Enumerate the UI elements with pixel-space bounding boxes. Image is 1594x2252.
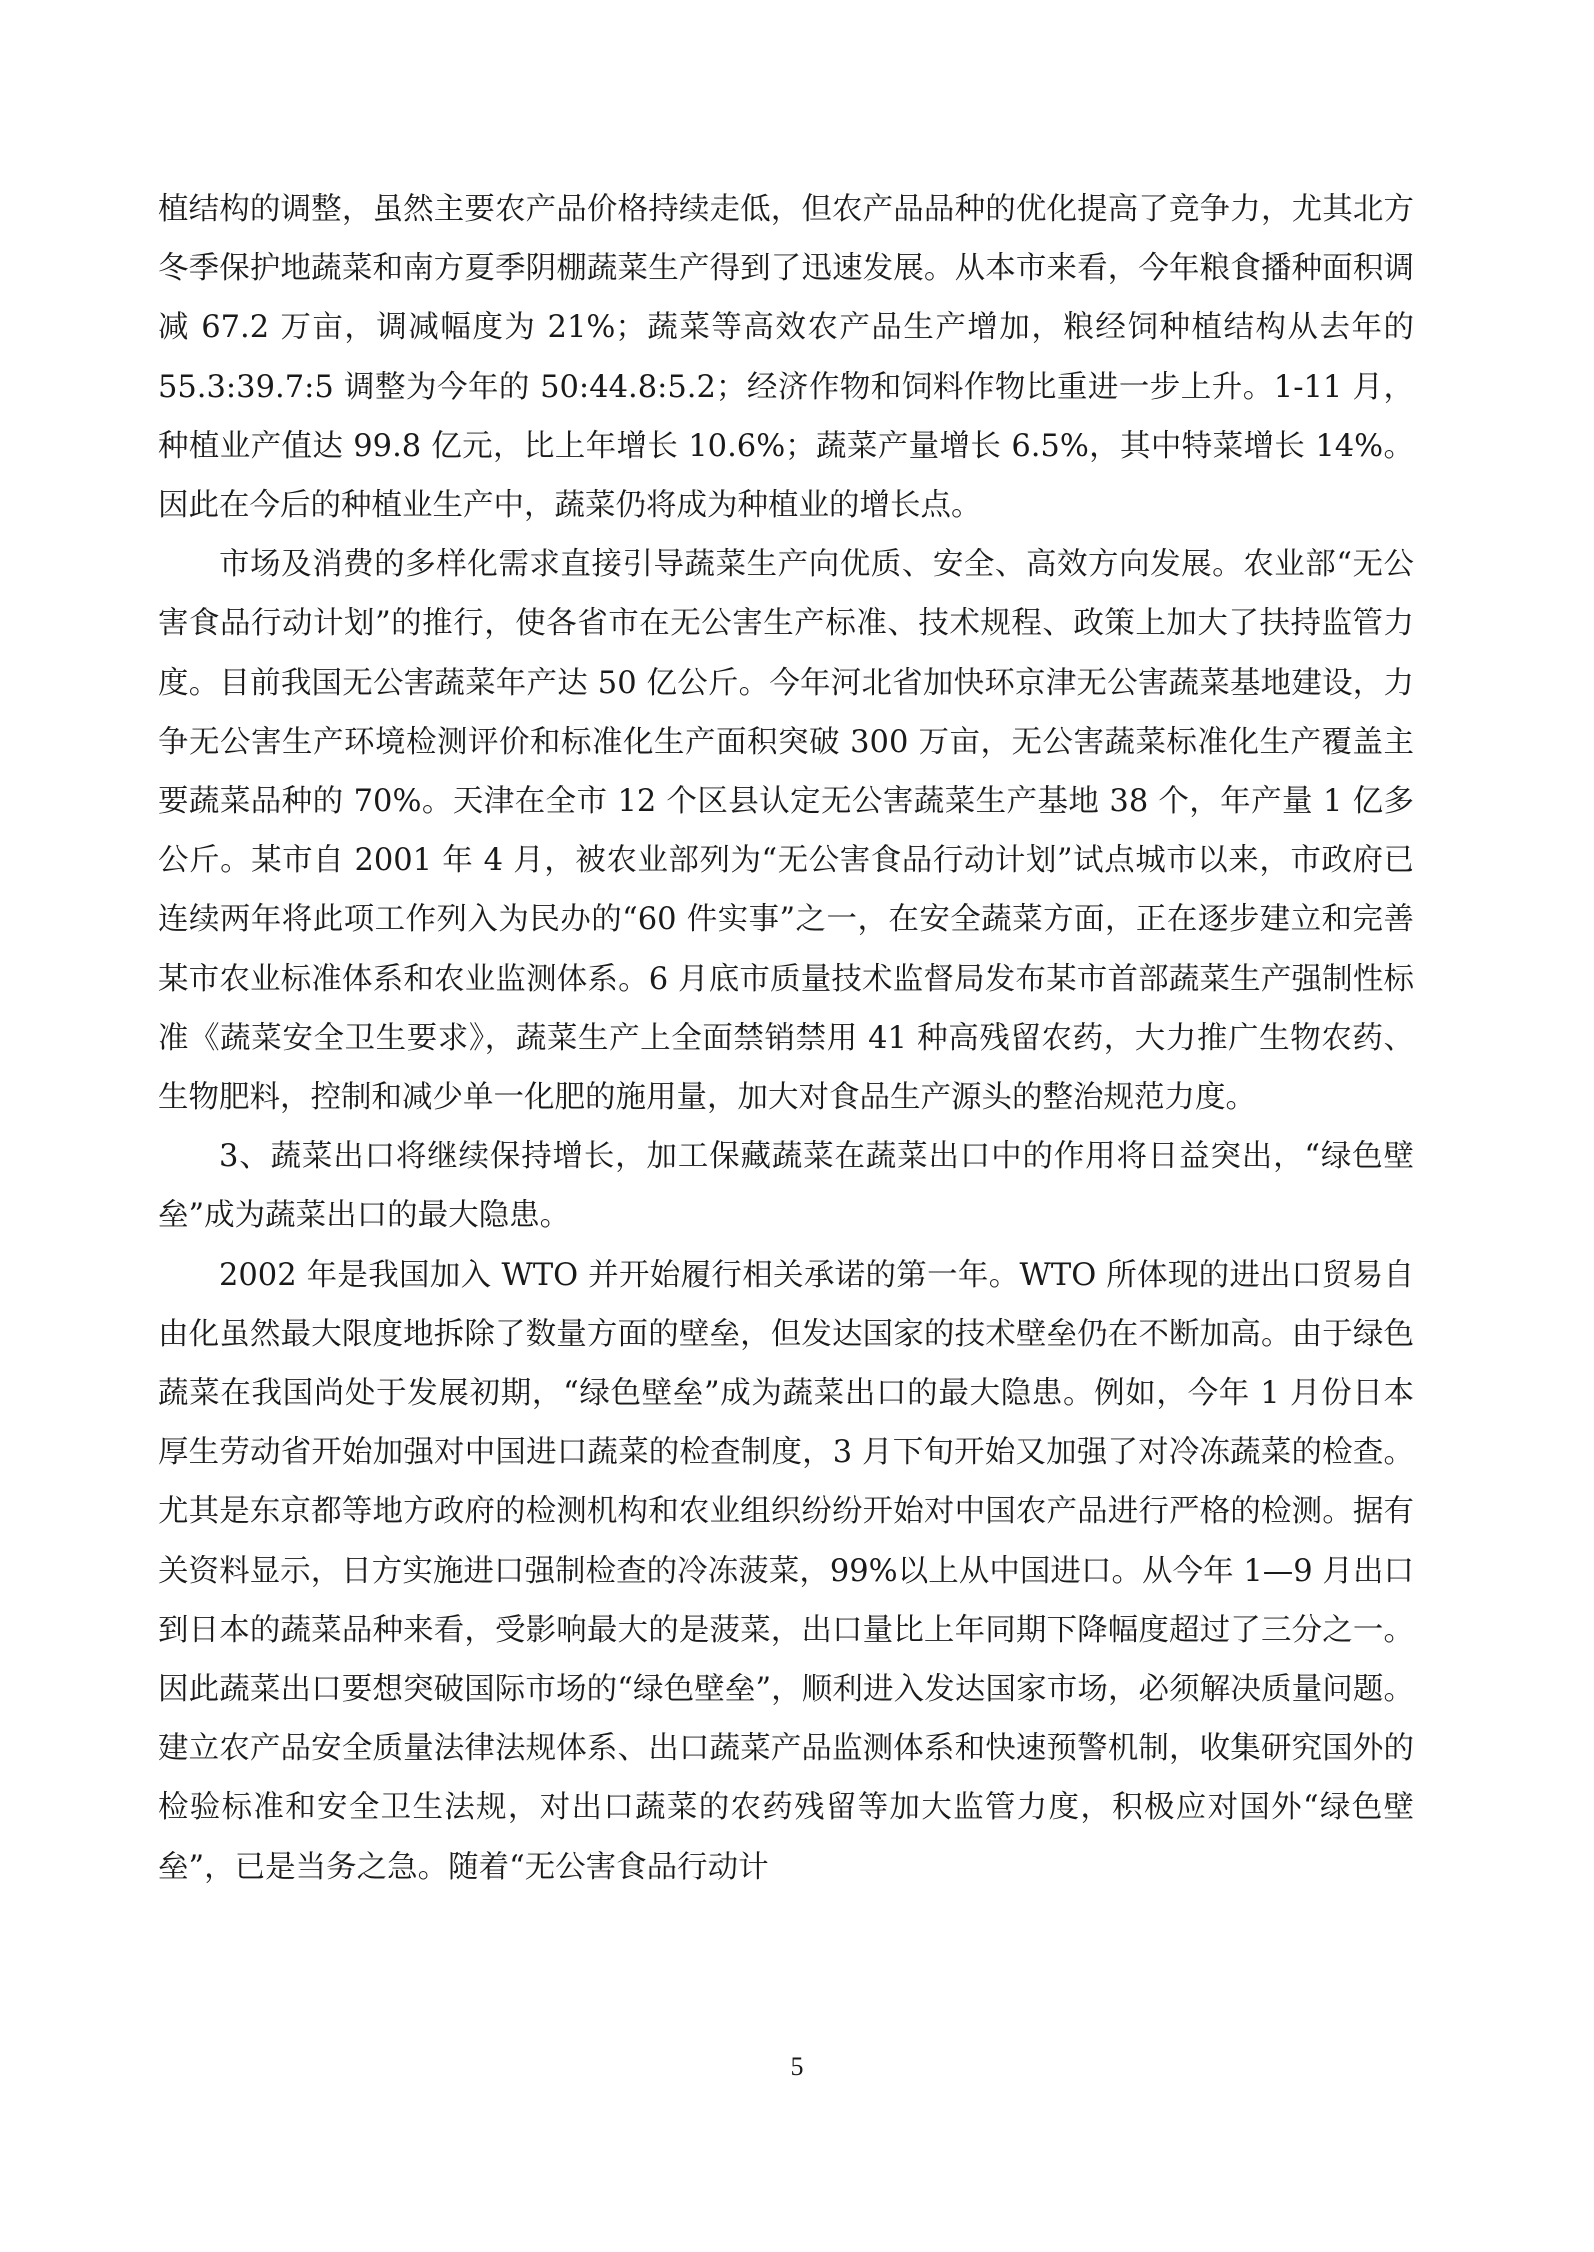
- paragraph-3: 3、蔬菜出口将继续保持增长，加工保藏蔬菜在蔬菜出口中的作用将日益突出，“绿色壁垒”成为蔬菜出口的最大隐患。: [158, 1139, 1414, 1234]
- body-text: [158, 180, 1414, 1897]
- page-number: 5: [790, 2052, 804, 2081]
- paragraph-2: 市场及消费的多样化需求直接引导蔬菜生产向优质、安全、高效方向发展。农业部“无公害食品行动计划”的推行，使各省市在无公害生产标准、技术规程、政策上加大了扶持监管力度。目前我国无公害蔬菜年产达 50 亿公斤。今年河北省加快环京津无公害蔬菜基地建设，力争无公害生产环境检测评价和标准化生产面积突破 300 万亩，无公害蔬菜标准化生产覆盖主要蔬菜品种的 70%。天津在全市 12 个区县认定无公害蔬菜生产基地 38 个，年产量 1 亿多公斤。某市自 2001 年 4 月，被农业部列为“无公害食品行动计划”试点城市以来，市政府已连续两年将此项工作列入为民办的“60 件实事”之一，在安全蔬菜方面，正在逐步建立和完善某市农业标准体系和农业监测体系。6 月底市质量技术监督局发布某市首部蔬菜生产强制性标准《蔬菜安全卫生要求》，蔬菜生产上全面禁销禁用 41 种高残留农药，大力推广生物农药、生物肥料，控制和减少单一化肥的施用量，加大对食品生产源头的整治规范力度。: [158, 547, 1414, 1116]
- paragraph-4: 2002 年是我国加入 WTO 并开始履行相关承诺的第一年。WTO 所体现的进出口贸易自由化虽然最大限度地拆除了数量方面的壁垒，但发达国家的技术壁垒仍在不断加高。由于绿色蔬菜在我国尚处于发展初期，“绿色壁垒”成为蔬菜出口的最大隐患。例如，今年 1 月份日本厚生劳动省开始加强对中国进口蔬菜的检查制度，3 月下旬开始又加强了对冷冻蔬菜的检查。尤其是东京都等地方政府的检测机构和农业组织纷纷开始对中国农产品进行严格的检测。据有关资料显示，日方实施进口强制检查的冷冻菠菜，99%以上从中国进口。从今年 1—9 月出口到日本的蔬菜品种来看，受影响最大的是菠菜，出口量比上年同期下降幅度超过了三分之一。因此蔬菜出口要想突破国际市场的“绿色壁垒”，顺利进入发达国家市场，必须解决质量问题。建立农产品安全质量法律法规体系、出口蔬菜产品监测体系和快速预警机制，收集研究国外的检验标准和安全卫生法规，对出口蔬菜的农药残留等加大监管力度，积极应对国外“绿色壁垒”，已是当务之急。随着“无公害食品行动计: [158, 1257, 1414, 1885]
- paragraph-1: 植结构的调整，虽然主要农产品价格持续走低，但农产品品种的优化提高了竞争力，尤其北方冬季保护地蔬菜和南方夏季阴棚蔬菜生产得到了迅速发展。从本市来看，今年粮食播种面积调减 67.2 万亩，调减幅度为 21%；蔬菜等高效农产品生产增加，粮经饲种植结构从去年的 55.3:39.7:5 调整为今年的 50:44.8:5.2；经济作物和饲料作物比重进一步上升。1-11 月，种植业产值达 99.8 亿元，比上年增长 10.6%；蔬菜产量增长 6.5%，其中特菜增长 14%。因此在今后的种植业生产中，蔬菜仍将成为种植业的增长点。: [158, 192, 1414, 524]
